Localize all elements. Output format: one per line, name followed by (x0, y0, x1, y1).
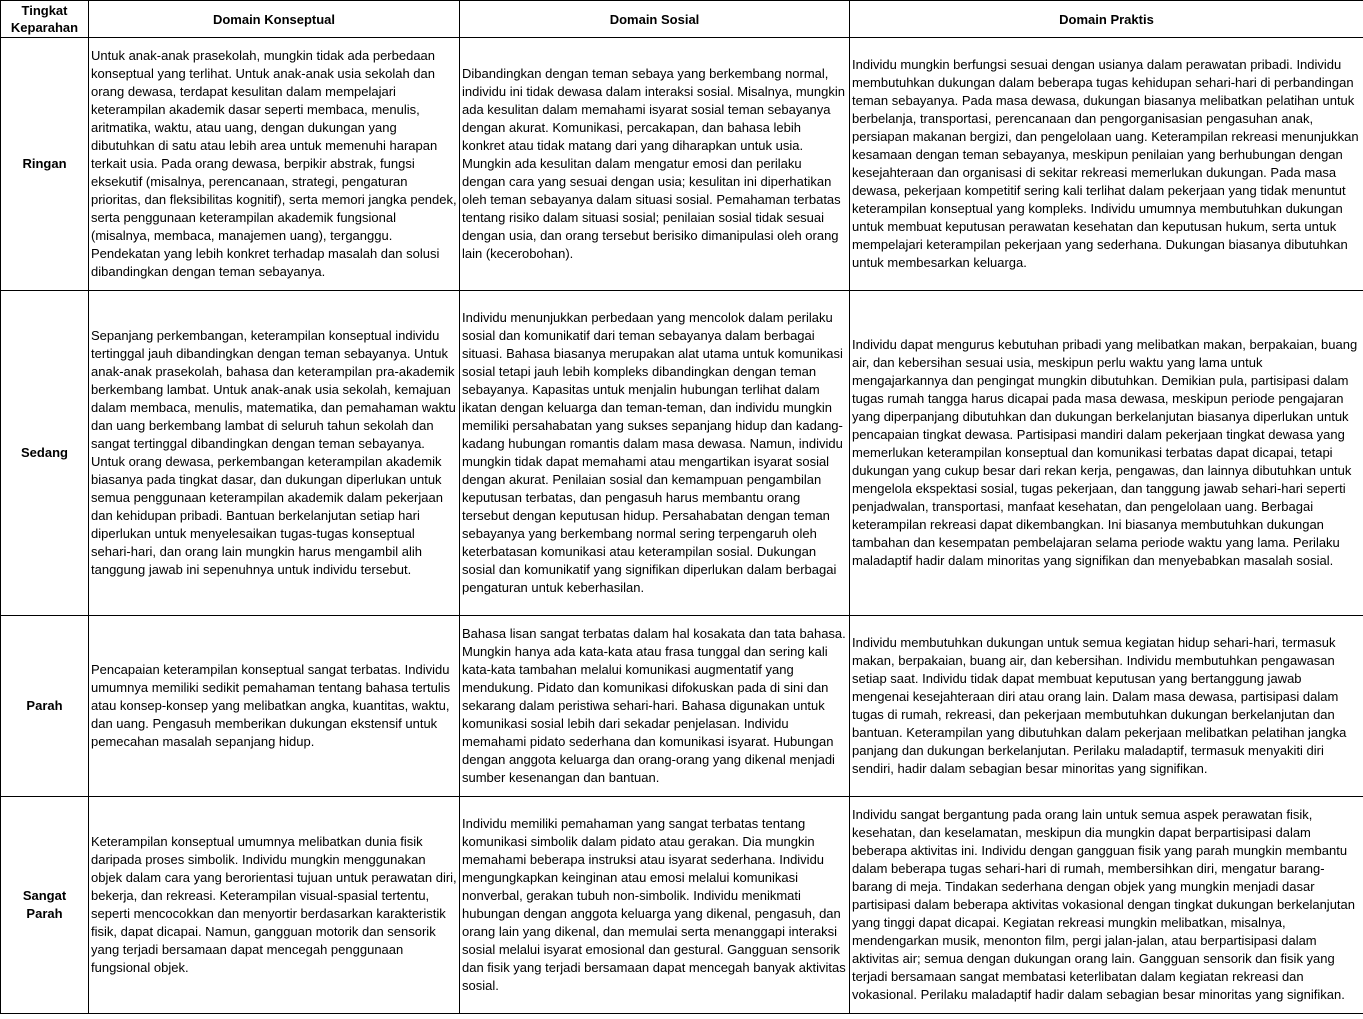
sosial-cell: Bahasa lisan sangat terbatas dalam hal kosakata dan tata bahasa. Mungkin hanya ada kata-kata atau frasa tunggal dan sering kali kata-kata tambahan melalui komunikasi augmentatif yang mendukung. Pidato dan komunikasi difokuskan pada di sini dan sekarang dalam peristiwa sehari-hari. Bahasa digunakan untuk komunikasi sosial lebih dari sekadar penjelasan. Individu memahami pidato sederhana dan komunikasi isyarat. Hubungan dengan anggota keluarga dan orang-orang yang dikenal menjadi sumber kesenangan dan bantuan. (460, 616, 850, 797)
severity-level-label: Sedang (21, 445, 68, 460)
praktis-cell: Individu dapat mengurus kebutuhan pribadi yang melibatkan makan, berpakaian, buang air, dan kebersihan sesuai usia, meskipun perlu waktu yang lama untuk mengajarkannya dan pengingat mungkin dibutuhkan. Demikian pula, partisipasi dalam tugas rumah tangga harus dicapai pada masa dewasa, meskipun periode pengajaran yang diperpanjang dibutuhkan dan dukungan berkelanjutan biasanya diperlukan untuk pencapaian tingkat dewasa. Partisipasi mandiri dalam pekerjaan tingkat dewasa yang memerlukan keterampilan konseptual dan komunikasi terbatas dapat dicapai, tetapi dukungan yang cukup besar dari rekan kerja, pengawas, dan lainnya dibutuhkan untuk mengelola ekspektasi sosial, tugas pekerjaan, dan tanggung jawab sehari-hari seperti penjadwalan, transportasi, manfaat kesehatan, dan pengelolaan uang. Berbagai keterampilan rekreasi dapat dikembangkan. Ini biasanya membutuhkan dukungan tambahan dan kesempatan pembelajaran selama periode waktu yang lama. Perilaku maladaptif hadir dalam minoritas yang signifikan dan menyebabkan masalah sosial. (850, 291, 1363, 616)
header-domain-sosial: Domain Sosial (460, 1, 850, 38)
konseptual-cell: Pencapaian keterampilan konseptual sangat terbatas. Individu umumnya memiliki sedikit pemahaman tentang bahasa tertulis atau konsep-konsep yang melibatkan angka, kuantitas, waktu, dan uang. Pengasuh memberikan dukungan ekstensif untuk pemecahan masalah sepanjang hidup. (89, 616, 460, 797)
severity-level-cell (1, 616, 89, 797)
severity-level-cell (1, 797, 89, 1014)
table-row (1, 616, 1363, 797)
table-row (1, 291, 1363, 616)
header-domain-konseptual: Domain Konseptual (89, 1, 460, 38)
sosial-cell: Dibandingkan dengan teman sebaya yang berkembang normal, individu ini tidak dewasa dalam interaksi sosial. Misalnya, mungkin ada kesulitan dalam memahami isyarat sosial teman sebayanya dengan akurat. Komunikasi, percakapan, dan bahasa lebih konkret atau tidak matang dari yang diharapkan untuk usia. Mungkin ada kesulitan dalam mengatur emosi dan perilaku dengan cara yang sesuai dengan usia; kesulitan ini diperhatikan oleh teman sebayanya dalam situasi sosial. Pemahaman terbatas tentang risiko dalam situasi sosial; penilaian sosial tidak sesuai dengan usia, dan orang tersebut berisiko dimanipulasi oleh orang lain (kecerobohan). (460, 38, 850, 291)
header-tingkat-keparahan: Tingkat Keparahan (1, 1, 89, 38)
praktis-cell: Individu sangat bergantung pada orang lain untuk semua aspek perawatan fisik, kesehatan, dan keselamatan, meskipun dia mungkin dapat berpartisipasi dalam beberapa aktivitas ini. Individu dengan gangguan fisik yang parah mungkin membantu dalam beberapa tugas sehari-hari di rumah, membersihkan diri, mengatur barang-barang di meja. Tindakan sederhana dengan objek yang mungkin menjadi dasar partisipasi dalam beberapa aktivitas vokasional dengan tingkat dukungan berkelanjutan yang tinggi dapat dicapai. Kegiatan rekreasi mungkin melibatkan, misalnya, mendengarkan musik, menonton film, pergi jalan-jalan, atau berpartisipasi dalam aktivitas air; semua dengan dukungan orang lain. Gangguan sensorik dan fisik yang terjadi bersamaan sangat membatasi keterlibatan dalam kegiatan rekreasi dan vokasional. Perilaku maladaptif hadir dalam sebagian besar minoritas yang signifikan. (850, 797, 1363, 1014)
header-row (1, 1, 1363, 38)
praktis-cell: Individu membutuhkan dukungan untuk semua kegiatan hidup sehari-hari, termasuk makan, berpakaian, buang air, dan kebersihan. Individu membutuhkan pengawasan setiap saat. Individu tidak dapat membuat keputusan yang bertanggung jawab mengenai kesejahteraan diri atau orang lain. Dalam masa dewasa, partisipasi dalam tugas di rumah, rekreasi, dan pekerjaan membutuhkan dukungan berkelanjutan dan bantuan. Keterampilan yang dibutuhkan dalam pekerjaan melibatkan pelatihan jangka panjang dan dukungan berkelanjutan. Perilaku maladaptif, termasuk menyakiti diri sendiri, hadir dalam sebagian besar minoritas yang signifikan. (850, 616, 1363, 797)
severity-level-cell (1, 38, 89, 291)
severity-level-label: Ringan (22, 156, 67, 171)
konseptual-cell: Untuk anak-anak prasekolah, mungkin tidak ada perbedaan konseptual yang terlihat. Untuk anak-anak usia sekolah dan orang dewasa, terdapat kesulitan dalam mempelajari keterampilan akademik dasar seperti membaca, menulis, aritmatika, waktu, atau uang, dengan dukungan yang dibutuhkan di satu atau lebih area untuk memenuhi harapan terkait usia. Pada orang dewasa, berpikir abstrak, fungsi eksekutif (misalnya, perencanaan, strategi, pengaturan prioritas, dan fleksibilitas kognitif), serta memori jangka pendek, serta penggunaan keterampilan akademik fungsional (misalnya, membaca, manajemen uang), terganggu. Pendekatan yang lebih konkret terhadap masalah dan solusi dibandingkan dengan teman sebayanya. (89, 38, 460, 291)
sosial-cell: Individu memiliki pemahaman yang sangat terbatas tentang komunikasi simbolik dalam pidato atau gerakan. Dia mungkin memahami beberapa instruksi atau isyarat sederhana. Individu mengungkapkan keinginan atau emosi melalui komunikasi nonverbal, gerakan tubuh non-simbolik. Individu menikmati hubungan dengan anggota keluarga yang dikenal, pengasuh, dan orang lain yang dikenal, dan memulai serta menanggapi interaksi sosial melalui isyarat emosional dan gestural. Gangguan sensorik dan fisik yang terjadi bersamaan dapat mencegah banyak aktivitas sosial. (460, 797, 850, 1014)
header-domain-praktis: Domain Praktis (850, 1, 1363, 38)
table-row (1, 797, 1363, 1014)
severity-level-label: Sangat Parah (22, 888, 67, 921)
konseptual-cell: Sepanjang perkembangan, keterampilan konseptual individu tertinggal jauh dibandingkan dengan teman sebayanya. Untuk anak-anak prasekolah, bahasa dan keterampilan pra-akademik berkembang lambat. Untuk anak-anak usia sekolah, kemajuan dalam membaca, menulis, matematika, dan pemahaman waktu dan uang berkembang lambat di seluruh tahun sekolah dan sangat tertinggal dibandingkan dengan teman sebayanya. Untuk orang dewasa, perkembangan keterampilan akademik biasanya pada tingkat dasar, dan dukungan diperlukan untuk semua penggunaan keterampilan akademik dalam pekerjaan dan kehidupan pribadi. Bantuan berkelanjutan setiap hari diperlukan untuk menyelesaikan tugas-tugas konseptual sehari-hari, dan orang lain mungkin harus mengambil alih tanggung jawab ini sepenuhnya untuk individu tersebut. (89, 291, 460, 616)
severity-level-cell (1, 291, 89, 616)
table-row (1, 38, 1363, 291)
severity-level-label: Parah (26, 698, 63, 713)
konseptual-cell: Keterampilan konseptual umumnya melibatkan dunia fisik daripada proses simbolik. Individu mungkin menggunakan objek dalam cara yang berorientasi tujuan untuk perawatan diri, bekerja, dan rekreasi. Keterampilan visual-spasial tertentu, seperti mencocokkan dan menyortir berdasarkan karakteristik fisik, dapat dicapai. Namun, gangguan motorik dan sensorik yang terjadi bersamaan dapat mencegah penggunaan fungsional objek. (89, 797, 460, 1014)
sosial-cell: Individu menunjukkan perbedaan yang mencolok dalam perilaku sosial dan komunikatif dari teman sebayanya dalam berbagai situasi. Bahasa biasanya merupakan alat utama untuk komunikasi sosial tetapi jauh lebih kompleks dibandingkan dengan teman sebayanya. Kapasitas untuk menjalin hubungan terlihat dalam ikatan dengan keluarga dan teman-teman, dan individu mungkin memiliki persahabatan yang sukses sepanjang hidup dan kadang-kadang hubungan romantis dalam masa dewasa. Namun, individu mungkin tidak dapat memahami atau mengartikan isyarat sosial dengan akurat. Penilaian sosial dan kemampuan pengambilan keputusan terbatas, dan pengasuh harus membantu orang tersebut dengan keputusan hidup. Persahabatan dengan teman sebayanya yang berkembang normal sering terpengaruh oleh keterbatasan komunikasi atau keterampilan sosial. Dukungan sosial dan komunikatif yang signifikan diperlukan dalam berbagai pengaturan untuk keberhasilan. (460, 291, 850, 616)
praktis-cell: Individu mungkin berfungsi sesuai dengan usianya dalam perawatan pribadi. Individu membutuhkan dukungan dalam beberapa tugas kehidupan sehari-hari di perbandingan teman sebayanya. Pada masa dewasa, dukungan biasanya melibatkan pelatihan untuk berbelanja, transportasi, perencanaan dan pengorganisasian pengasuhan anak, persiapan makanan bergizi, dan pengelolaan uang. Keterampilan rekreasi menunjukkan kesamaan dengan teman sebayanya, meskipun penilaian yang berhubungan dengan kesejahteraan dan organisasi di sekitar rekreasi memerlukan dukungan. Pada masa dewasa, pekerjaan kompetitif sering kali terlihat dalam pekerjaan yang tidak menuntut keterampilan konseptual yang kompleks. Individu umumnya membutuhkan dukungan untuk membuat keputusan perawatan kesehatan dan keputusan hukum, serta untuk mempelajari keterampilan pekerjaan yang sederhana. Dukungan biasanya dibutuhkan untuk membesarkan keluarga. (850, 38, 1363, 291)
